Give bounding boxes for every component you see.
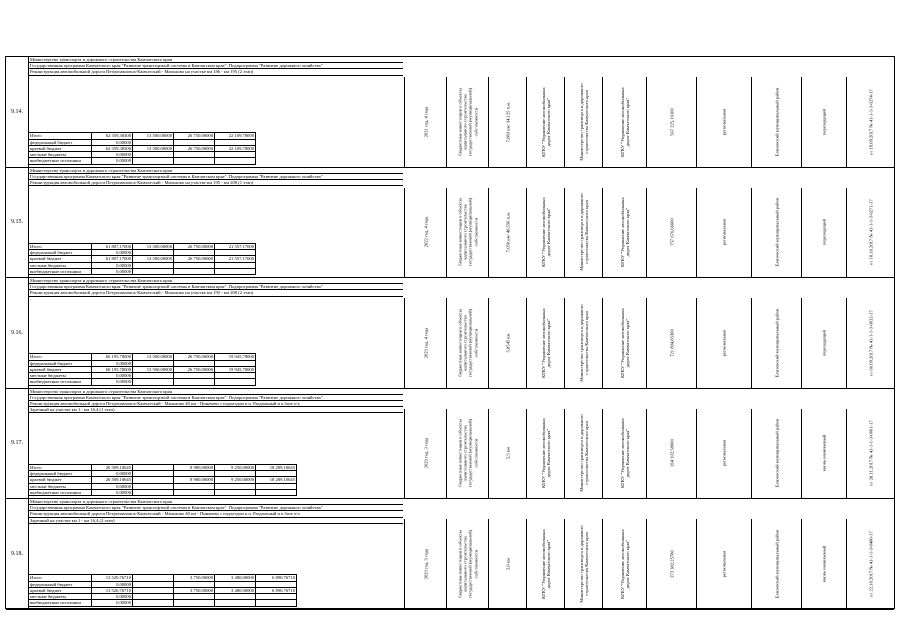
description-line: Государственная программа Камчатского края "Развитие транспортной системы в Камчатском крае". Подпрограмма "Развитие дорожного хозяйства" [28,63,403,69]
attribute-text: 2022 год, 4 года [422,216,428,248]
financing-value [215,489,256,495]
financing-value: 0,00000 [92,600,133,606]
financing-value: 26 509,10645 [92,464,133,470]
financing-value: 8 980,00000 [174,464,215,470]
financing-value: 0,00000 [92,489,133,495]
description-line: Реконструкция автомобильной дороги Петропавловск-Камчатский - Мильково 40 км - Пиначево с подъездом к п. Раздольный и к базе о/х [28,401,403,407]
attribute-text: переходящий [821,108,827,135]
financing-value: 3 750,00000 [174,575,215,581]
financing-value [174,268,215,274]
description-line: Реконструкция автомобильной дороги Петропавловск-Камчатский - Мильково на участке км 195 - км 208 (2 этап) [28,290,403,296]
attribute-column [801,409,846,499]
financing-value: 13 500,00000 [133,354,174,360]
attribute-column [526,409,564,499]
attribute-text: КГКУ "Управление автомобильных дорог Камчатского края" [540,528,551,599]
description-line: Министерство транспорта и дорожного строительства Камчатского края [28,389,403,395]
attribute-column [846,409,894,499]
financing-value [174,158,215,164]
financing-label: внебюджетные источники [29,158,92,164]
attribute-text: КГКУ "Управление автомобильных дорог Камчатского края" [540,418,551,489]
attribute-column [696,519,751,609]
financing-value: 13 500,00000 [133,366,174,372]
attribute-column [564,298,602,388]
financing-value: 0,00000 [92,379,133,385]
attribute-column [488,188,526,278]
attribute-text: КГКУ "Управление автомобильных дорог Камчатского края" [540,307,551,378]
attribute-text: региональная [721,550,727,578]
attribute-column [488,77,526,167]
attribute-column [602,519,646,609]
financing-value: 13 500,00000 [133,145,174,151]
financing-value [174,379,215,385]
financing-row [29,600,297,606]
row-number: 9.16. [6,278,29,388]
financing-table [28,132,403,164]
financing-table [28,243,403,275]
document-sheet [5,56,895,609]
row-description [28,57,403,76]
attribute-text: 5,8545 км [504,333,510,353]
attribute-column [602,188,646,278]
attribute-column [564,77,602,167]
financing-label: федеральный бюджет [29,139,92,145]
attribute-text: 2023 год, 4 года [422,327,428,359]
financing-value: 61 807,17000 [92,243,133,249]
financing-label: федеральный бюджет [29,360,92,366]
financing-value [133,379,174,385]
financing-label: краевой бюджет [29,256,92,262]
attribute-text: вновь начинаемый [821,545,827,582]
financing-value: 3 480,00000 [215,575,256,581]
attribute-column [526,77,564,167]
attribute-column [801,298,846,388]
attribute-column [526,519,564,609]
attribute-column [404,298,446,388]
attribute-text: Министерство транспорта и дорожного строительства Камчатского края [578,525,589,603]
financing-value: 22 109,78000 [215,133,256,139]
attribute-text: переходящий [821,219,827,246]
attribute-text: от 28.11.2017 № 41-1-1-3-0001-17 [867,420,873,486]
financing-value: 0,00000 [92,581,133,587]
financing-label: федеральный бюджет [29,250,92,256]
financing-value: 0,00000 [92,268,133,274]
attribute-column [751,298,801,388]
financing-value: 0,00000 [92,262,133,268]
attribute-text: КГКУ "Управление автомобильных дорог Камчатского края" [540,197,551,268]
row-number: 9.17. [6,389,29,499]
attribute-column [526,188,564,278]
attribute-text: КГКУ "Управление автомобильных дорог Камчатского края" [619,528,630,599]
attribute-column [564,188,602,278]
description-line: Реконструкция автомобильной дороги Петропавловск-Камчатский - Мильково на участке км 195 - км 208 (1 этап) [28,180,403,186]
attribute-text: бюджетные инвестиции в объекты капитального строительства государственной (муниципальной) собственности [457,308,478,377]
financing-value: 60 195,78000 [92,354,133,360]
table-row [6,57,894,168]
financing-value [215,158,256,164]
attribute-text: переходящий [821,329,827,356]
table-row [6,499,894,610]
attribute-column [602,77,646,167]
description-line: Министерство транспорта и дорожного строительства Камчатского края [28,168,403,174]
attribute-text: региональная [721,108,727,136]
attribute-column [404,409,446,499]
description-line: Государственная программа Камчатского края "Развитие транспортной системы в Камчатском крае". Подпрограмма "Развитие дорожного хозяйства" [28,395,403,401]
financing-value [133,158,174,164]
attribute-column [488,519,526,609]
row-description [28,499,403,524]
financing-label: Итого [29,464,92,470]
attribute-column [446,409,488,499]
financing-value: 6 890,76710 [256,587,297,593]
attribute-column [602,298,646,388]
attribute-column [696,409,751,499]
financing-label: краевой бюджет [29,477,92,483]
financing-value: 21 557,17000 [215,256,256,262]
attribute-column [846,188,894,278]
attribute-column [696,298,751,388]
attribute-column [751,519,801,609]
attribute-column [446,77,488,167]
attribute-column [488,409,526,499]
description-line: Государственная программа Камчатского края "Развитие транспортной системы в Камчатском крае". Подпрограмма "Развитие дорожного хозяйства" [28,284,403,290]
financing-value: 60 195,78000 [92,366,133,372]
financing-row [29,158,256,164]
financing-value: 26 750,00000 [174,133,215,139]
attribute-text: от 18.10.2017 № 41-1-1-3-0271-17 [867,199,873,266]
attribute-text: Елизовский муниципальный район [773,197,779,267]
attribute-text: 264 332,58000 [668,439,674,468]
financing-label: федеральный бюджет [29,581,92,587]
attribute-text: КГКУ "Управление автомобильных дорог Камчатского края" [619,418,630,489]
financing-label: Итого [29,133,92,139]
attribute-column [846,519,894,609]
attribute-column [602,409,646,499]
description-line: Министерство транспорта и дорожного строительства Камчатского края [28,499,403,505]
attribute-text: 2021 год, 4 года [422,106,428,138]
financing-row [29,268,256,274]
financing-value: 18 289,10645 [256,477,297,483]
financing-value: 26 509,10645 [92,477,133,483]
attribute-text: Министерство транспорта и дорожного строительства Камчатского края [578,414,589,492]
financing-value: 19 945,78000 [215,354,256,360]
financing-label: местные бюджеты [29,152,92,158]
attribute-text: Елизовский муниципальный район [773,529,779,599]
attribute-text: бюджетные инвестиции в объекты капитального строительства государственной (муниципальной) собственности [457,419,478,488]
financing-value: 6 890,76710 [256,575,297,581]
attribute-text: от 19.09.2017 № 41-1-1-3-0274-17 [867,88,873,155]
attribute-column [488,298,526,388]
attribute-text: КГКУ "Управление автомобильных дорог Камчатского края" [619,307,630,378]
description-line: Заречный на участке км 1 - км 16,4 (1 этап) [28,407,403,413]
attribute-text: от 06.09.2017 № 41-1-1-3-0032-17 [867,309,873,376]
attribute-column [646,519,696,609]
description-line: Заречный на участке км 1 - км 16,4 (2 этап) [28,518,403,524]
financing-value: 61 807,17000 [92,256,133,262]
financing-label: местные бюджеты [29,373,92,379]
financing-table [28,464,403,496]
description-line: Реконструкция автомобильной дороги Петропавловск-Камчатский - Мильково 40 км - Пиначево с подъездом к п. Раздольный и к базе о/х [28,511,403,517]
financing-value: 13 500,00000 [133,243,174,249]
financing-value: 26 750,00000 [174,354,215,360]
financing-value: 9 250,00000 [215,464,256,470]
attribute-column [646,188,696,278]
description-line: Государственная программа Камчатского края "Развитие транспортной системы в Камчатском крае". Подпрограмма "Развитие дорожного хозяйства" [28,505,403,511]
table-row [6,168,894,279]
financing-value: 62 359,38300 [92,133,133,139]
attribute-column [846,298,894,388]
attribute-column [801,77,846,167]
financing-value [174,600,215,606]
financing-value: 0,00000 [92,152,133,158]
description-line: Министерство транспорта и дорожного строительства Камчатского края [28,278,403,284]
attribute-text: региональная [721,329,727,357]
attribute-text: Елизовский муниципальный район [773,308,779,378]
financing-value [215,600,256,606]
financing-value [133,489,174,495]
attribute-column [696,77,751,167]
attribute-text: КГКУ "Управление автомобильных дорог Камчатского края" [619,86,630,157]
financing-label: краевой бюджет [29,366,92,372]
attribute-text: Елизовский муниципальный район [773,418,779,488]
attribute-column [801,519,846,609]
attribute-text: бюджетные инвестиции в объекты капитального строительства государственной (муниципальной) собственности [457,87,478,156]
attribute-text: 2023 год, 3 года [422,548,428,580]
attribute-text: 7,050 км/ 40,550 п.м. [504,212,510,253]
attribute-text: КГКУ "Управление автомобильных дорог Камчатского края" [540,86,551,157]
financing-value: 0,00000 [92,250,133,256]
row-number: 9.18. [6,499,29,609]
attribute-column [404,77,446,167]
financing-label: внебюджетные источники [29,600,92,606]
attribute-column [646,409,696,499]
financing-label: внебюджетные источники [29,268,92,274]
attribute-text: бюджетные инвестиции в объекты капитального строительства государственной (муниципальной) собственности [457,198,478,267]
financing-table [28,353,403,385]
attribute-column [846,77,894,167]
financing-value: 0,00000 [92,360,133,366]
financing-value: 21 557,17000 [215,243,256,249]
attribute-text: 721 894,85300 [668,328,674,357]
financing-value: 9 250,00000 [215,477,256,483]
attribute-text: вновь начинаемый [821,435,827,472]
financing-row [29,489,297,495]
attribute-column [564,519,602,609]
description-line: Министерство транспорта и дорожного строительства Камчатского края [28,57,403,63]
financing-value: 0,00000 [92,483,133,489]
attribute-text: Министерство транспорта и дорожного строительства Камчатского края [578,193,589,271]
financing-value [256,600,297,606]
attribute-text: 757 676,66600 [668,218,674,247]
description-line: Реконструкция автомобильной дороги Петропавловск-Камчатский - Мильково на участке км 186 - км 195 (2 этап) [28,69,403,75]
financing-value: 0,00000 [92,158,133,164]
financing-label: краевой бюджет [29,145,92,151]
attribute-text: Министерство транспорта и дорожного строительства Камчатского края [578,83,589,161]
financing-value: 3 480,00000 [215,587,256,593]
attribute-text: КГКУ "Управление автомобильных дорог Камчатского края" [619,197,630,268]
financing-value: 13 500,00000 [133,133,174,139]
attribute-column [751,409,801,499]
attribute-column [446,519,488,609]
row-number: 9.15. [6,168,29,278]
financing-label: Итого [29,354,92,360]
description-line: Государственная программа Камчатского края "Развитие транспортной системы в Камчатском крае". Подпрограмма "Развитие дорожного хозяйства" [28,174,403,180]
financing-value: 13 520,76710 [92,575,133,581]
financing-value: 0,00000 [92,594,133,600]
financing-value: 18 289,10645 [256,464,297,470]
row-description [28,389,403,414]
table-row [6,389,894,500]
attribute-column [801,188,846,278]
attribute-text: бюджетные инвестиции в объекты капитального строительства государственной (муниципальной) собственности [457,529,478,598]
financing-value: 22 109,78000 [215,145,256,151]
attribute-column [564,409,602,499]
attribute-text: 7,883 км/ 34,125 п.м. [504,101,510,142]
financing-value: 13 520,76710 [92,587,133,593]
attribute-text: 2,8 км [504,557,510,570]
row-description [28,168,403,187]
financing-value: 26 750,00000 [174,145,215,151]
financing-table [28,574,403,606]
financing-value: 13 500,00000 [133,256,174,262]
financing-value [256,489,297,495]
financing-value [133,268,174,274]
attribute-text: 273 382,25780 [668,549,674,578]
attribute-column [646,298,696,388]
financing-value: 26 750,00000 [174,243,215,249]
financing-value: 26 750,00000 [174,256,215,262]
financing-value: 0,00000 [92,373,133,379]
attribute-column [404,188,446,278]
financing-value [133,600,174,606]
financing-value: 0,00000 [92,139,133,145]
financing-value: 0,00000 [92,471,133,477]
financing-value [215,268,256,274]
financing-value [174,489,215,495]
financing-row [29,379,256,385]
financing-value [215,379,256,385]
financing-label: местные бюджеты [29,262,92,268]
attribute-text: 2023 год, 3 года [422,437,428,469]
financing-value: 8 980,00000 [174,477,215,483]
financing-label: местные бюджеты [29,483,92,489]
financing-value: 3 750,00000 [174,587,215,593]
row-description [28,278,403,297]
attribute-text: 5,5 км [504,447,510,460]
financing-value: 62 359,38300 [92,145,133,151]
attribute-column [646,77,696,167]
attribute-column [751,77,801,167]
financing-label: внебюджетные источники [29,379,92,385]
row-number: 9.14. [6,57,29,167]
financing-label: внебюджетные источники [29,489,92,495]
attribute-column [446,298,488,388]
attribute-column [446,188,488,278]
financing-label: Итого [29,575,92,581]
attribute-text: Министерство транспорта и дорожного строительства Камчатского края [578,304,589,382]
attribute-column [526,298,564,388]
financing-label: федеральный бюджет [29,471,92,477]
financing-label: местные бюджеты [29,594,92,600]
financing-value: 19 945,78000 [215,366,256,372]
financing-label: Итого [29,243,92,249]
attribute-column [696,188,751,278]
table-row [6,278,894,389]
attribute-text: Елизовский муниципальный район [773,87,779,157]
attribute-text: региональная [721,219,727,246]
attribute-column [751,188,801,278]
financing-value: 26 750,00000 [174,366,215,372]
attribute-text: 567 225,16100 [668,107,674,136]
attribute-text: региональная [721,440,727,467]
attribute-text: от 22.10.2017 № 41-1-1-3-0480-17 [867,530,873,597]
financing-label: краевой бюджет [29,587,92,593]
attribute-column [404,519,446,609]
